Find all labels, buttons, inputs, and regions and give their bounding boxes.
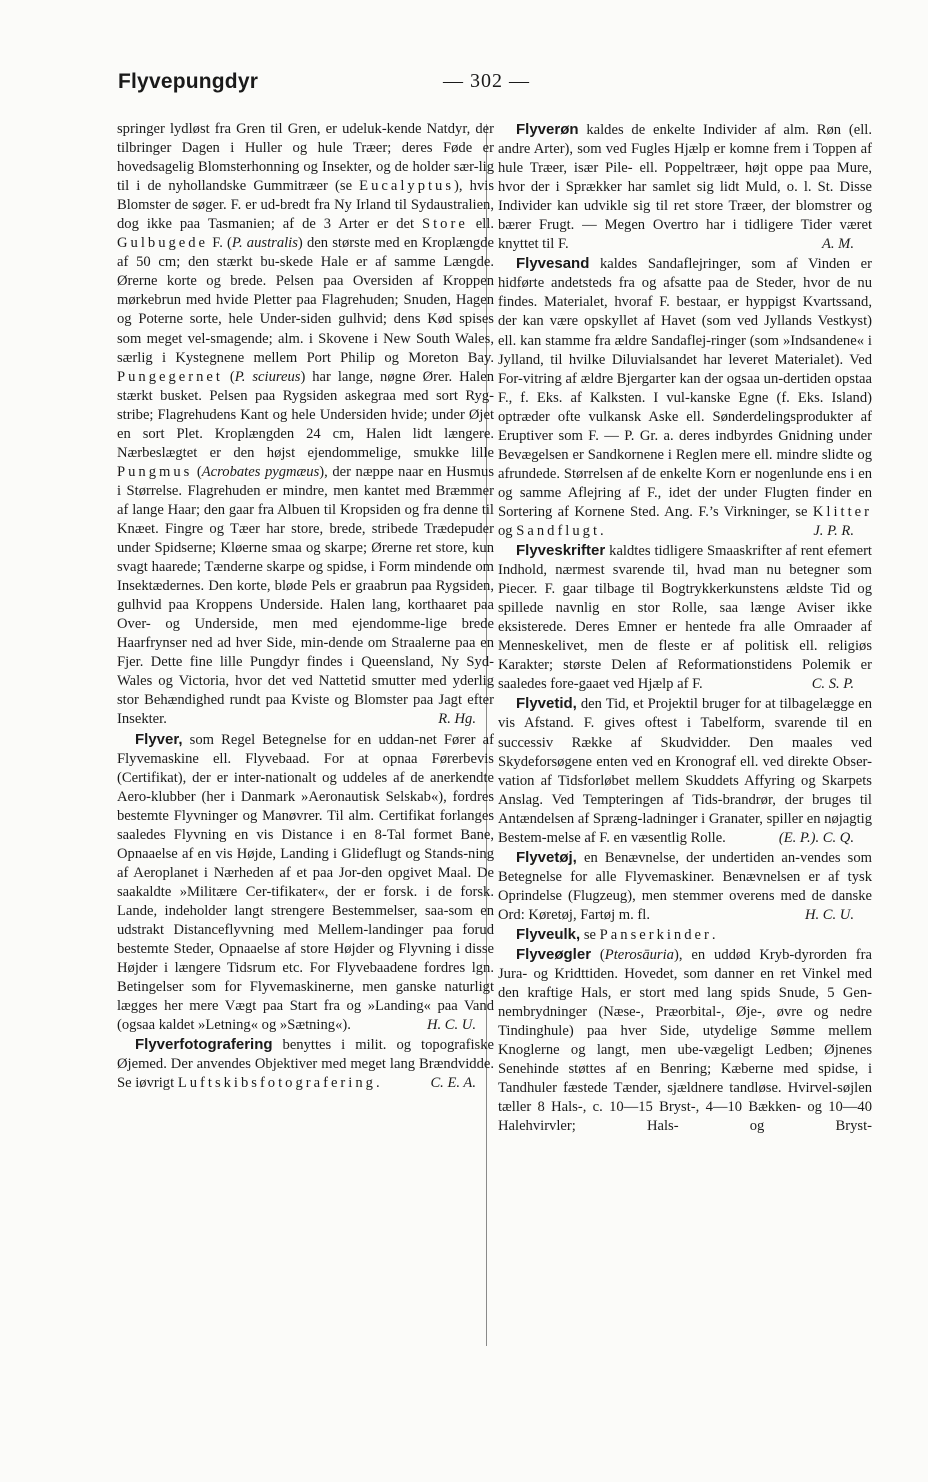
author-signature: R. Hg. [438,711,476,728]
entry-flyvepungdyr-continued: springer lydløst fra Gren til Gren, er udeluk-kende Natdyr, der tilbringer Dagen i Huller og hule Træer; deres Føde er hovedsagelig Blomsterhonning og Insekter, og de holder sær-lig til i de nyhollandske Gummitræer (se Eucalyptus), hvis Blomster de søger. F. er ud-bredt fra Ny Irland til Sydaustralien, dog ikke paa Tasmanien; af de 3 Arter er det Store ell. Gulbugede F. (P. australis) den største med en Kroplængde af 50 cm; den stærkt bu-skede Hale er af samme Længde. Ørerne korte og brede. Pelsen paa Oversiden af Kroppen mørkebrun med hvide Pletter paa Flagrehuden; Snuden, Hagen og Poterne sorte, hele Under-siden gulhvid; dens Kød spises som meget vel-smagende; alm. i Skovene i New South Wales, særlig i Kystegnene mellem Port Philip og Moreton Bay. Pungegernet (P. sciureus) har lange, nøgne Ører. Halen stærkt busket. Pelsen paa Rygsiden askegraa med sort Ryg-stribe; Flagrehudens Kant og hele Undersiden hvide; under Øjet en sort Plet. Kroplængden 24 cm, Halen lidt længere. Nærbeslægtet er den højst ejendommelige, smukke lille Pungmus (Acrobates pygmæus), der næppe naar en Husmus i Størrelse. Flagrehuden er mindre, men kantet med Bræmmer af lange Haar; den gaar fra Albuen til Kropsiden og fra denne til Knæet. Fingre og Tæer har store, brede, stribede Trædepuder under Spidserne; Kløerne smaa og skarpe; Ørerne ret store, kun svagt haarede; Tænderne skarpe og spidse, i Form mindende om Insektædernes. Den korte, bløde Pels er graabrun paa Rygsiden, gulhvid paa Kroppens Underside. Halen lang, korthaaret paa Over- og Underside, men med ejendomme-lige brede Haarfrynser ned ad hver Side, min-dende om Straalerne paa en Fjer. Dette fine lille Pungdyr findes i Queensland, Ny Syd-Wales og Victoria, hvor det ved Nattetid smutter med yderlig stor Behændighed rundt paa Kviste og Blomster paa Jagt efter Insekter. R. Hg. [117,120,494,730]
author-signature: C. S. P. [811,676,854,693]
author-signature: (E. P.). C. Q. [778,829,854,846]
headword: Flyvetøj, [516,848,577,866]
headword: Flyverfotografering [135,1036,273,1054]
headword: Flyveøgler [516,946,592,964]
entry-flyveulk: Flyveulk, se Panserkinder. [516,925,716,943]
headword: Flyvetid, [516,695,577,713]
entry-flyveron: Flyverøn kaldes de enkelte Individer af alm. Røn (ell. andre Arter), som ved Fugles Hjælp er komne frem i Toppen af hule Træer, især Pile- ell. Poppeltræer, højt oppe paa Mure, hvor der i Sprækker har samlet sig lidt Muld, o. l. St. Disse Individer kan udvikle sig til ret store Træer, der blomstrer og bærer Frugt. — Megen Overtro har i tidligere Tider været knyttet til F. A. M. [498,120,872,254]
entry-flyverfotografering: Flyverfotografering benyttes i milit. og topografiske Øjemed. Der anvendes Objektiver med meget lang Brændvidde. Se iøvrigt Luftskibsfotografering. C. E. A. [117,1035,494,1093]
author-signature: C. E. A. [430,1075,476,1092]
author-signature: H. C. U. [804,906,854,923]
entry-flyvetoj: Flyvetøj, en Benævnelse, der undertiden an-vendes som Betegnelse for alle Flyvemaskiner. Benævnelsen er af tysk Oprindelse (Flugzeug), men stemmer overens med de danske Ord: Køretøj, Fartøj m. fl. H. C. U. [498,848,872,925]
entry-flyveogler: Flyveøgler (Pterosāuria), en uddød Kryb-dyrorden fra Jura- og Kridttiden. Hovedet, som danner en ret Vinkel med den kraftige Hals, er stort med lang spids Snude, 5 Gen-nembrydninger (Næse-, Præorbital-, Øje-, øvre og nedre Tindinghule) paa hver Side, utydelige Sømme mellem Knoglerne og langt, men ube-vægeligt Ledben; Øjnenes Senehinde støttes af en Benring; Kæberne med spidse, i Tandhuler fæstede Tænder, sjældnere tandløse. Hvirvel-søjlen tæller 8 Hals-, c. 10—15 Bryst-, 4—10 Bækken- og 10—40 Halehvirvler; Hals- og Bryst- [498,946,872,1135]
running-head: Flyvepungdyr [118,70,259,93]
entry-flyvesand: Flyvesand kaldes Sandaflejringer, som af Vinden er hidførte andetsteds fra og afsatte paa de Steder, hvor de nu findes. Materialet, hvoraf F. bestaar, er hyppigst Kvartssand, der kan være opskyllet af Havet (som ved Jyllands Vestkyst) ell. kan stamme fra ældre Sandaflej-ringer (som »Indsandene« i Jylland, til hvilke Diluvialsandet har leveret Materialet). Ved For-vitring af ældre Bjergarter kan der ogsaa un-dertiden opstaa F., f. Eks. af Kalksten. I vul-kanske Egne (f. Eks. Island) optræder ofte vulkansk Aske ell. Sønderdelingsprodukter af Eruptiver som F. — P. Gr. a. deres indbyrdes Gnidning under Bevægelsen er Sandkornene i Reglen mere ell. mindre slidte og afrundede. Størrelsen af de enkelte Korn er nogenlunde ens i en og samme Aflejring af F., idet der under Flugten finder en Sortering af Kornene Sted. Ang. F.’s Virkninger, se Klitter og Sandflugt. J. P. R. [498,254,872,541]
right-column [498,120,872,1156]
entry-flyver: Flyver, som Regel Betegnelse for en uddan-net Fører af Flyvemaskine ell. Flyvebaad. For at opnaa Førerbevis (Certifikat), der er inter-nationalt og uddeles af de anerkendte Aero-klubber (her i Danmark »Aeronautisk Selskab«), fordres bestemte Flyvninger og Manøvrer. Til alm. Certifikat forlanges saaledes Flyvning en vis Distance i en 8-Tal formet Bane, Opnaaelse af en vis Højde, Landing i Glideflugt og Stands-ning af Aeroplanet i Nærheden af et paa Jor-den opgivet Maal. De saakaldte »Militære Cer-tifikater«, der er forsk. i de forsk. Lande, indeholder langt strengere Bestemmelser, saa-som en udstrakt Distanceflyvning med Mellem-landinger paa forud bestemte Steder, Opnaaelse af store Højder og Flyvning i disse Højder i længere Tidsrum etc. For Flyvebaadene fordres lgn. Betingelser som for Flyvemaskinerne, men ganske naturligt lægges her mere Vægt paa Start fra og »Landing« paa Vand (ogsaa kaldet »Letning« og »Sætning«). H. C. U. [117,730,494,1036]
entry-flyveskrifter: Flyveskrifter kaldtes tidligere Smaaskrifter af rent efemert Indhold, nærmest svarende til, hvad man nu betegner som Piecer. F. gaar tilbage til Bogtrykkerkunstens ældste Tid og spillede navnlig en stor Rolle, saa længe Aviser ikke eksisterede. Deres Emner er hentede fra alle Omraader af Menneskelivet, men de fleste er af politisk ell. religiøs Karakter; største Delen af Reformationstidens Polemik er saaledes fore-gaaet ved Hjælp af F. C. S. P. [498,541,872,694]
headword: Flyveskrifter [516,542,606,560]
headword: Flyvesand [516,255,590,273]
entry-flyvetid: Flyvetid, den Tid, et Projektil bruger for at tilbagelægge en vis Afstand. F. gives oftest i Tabelform, svarende til en successiv Række af Skudvidder. Den maales ved Skydeforsøgene enten ved en Kronograf ell. ved direkte Obser-vation af Tidsforløbet mellem Skuddets Affyring og Skarpets Anslag. Ved Tempteringen af Tids-brandrør, der bruges til Antændelsen af Spræng-ladninger i Granater, spiller en nøjagtig Bestem-melse af F. en væsentlig Rolle. (E. P.). C. Q. [498,694,872,847]
headword: Flyveulk, [516,925,581,943]
page-number: — 302 — [443,70,530,92]
author-signature: A. M. [821,236,854,253]
headword: Flyver, [135,730,183,748]
author-signature: J. P. R. [813,522,854,539]
page-header [0,66,928,102]
headword: Flyverøn [516,121,579,138]
left-column [117,120,494,1093]
author-signature: H. C. U. [426,1017,476,1034]
